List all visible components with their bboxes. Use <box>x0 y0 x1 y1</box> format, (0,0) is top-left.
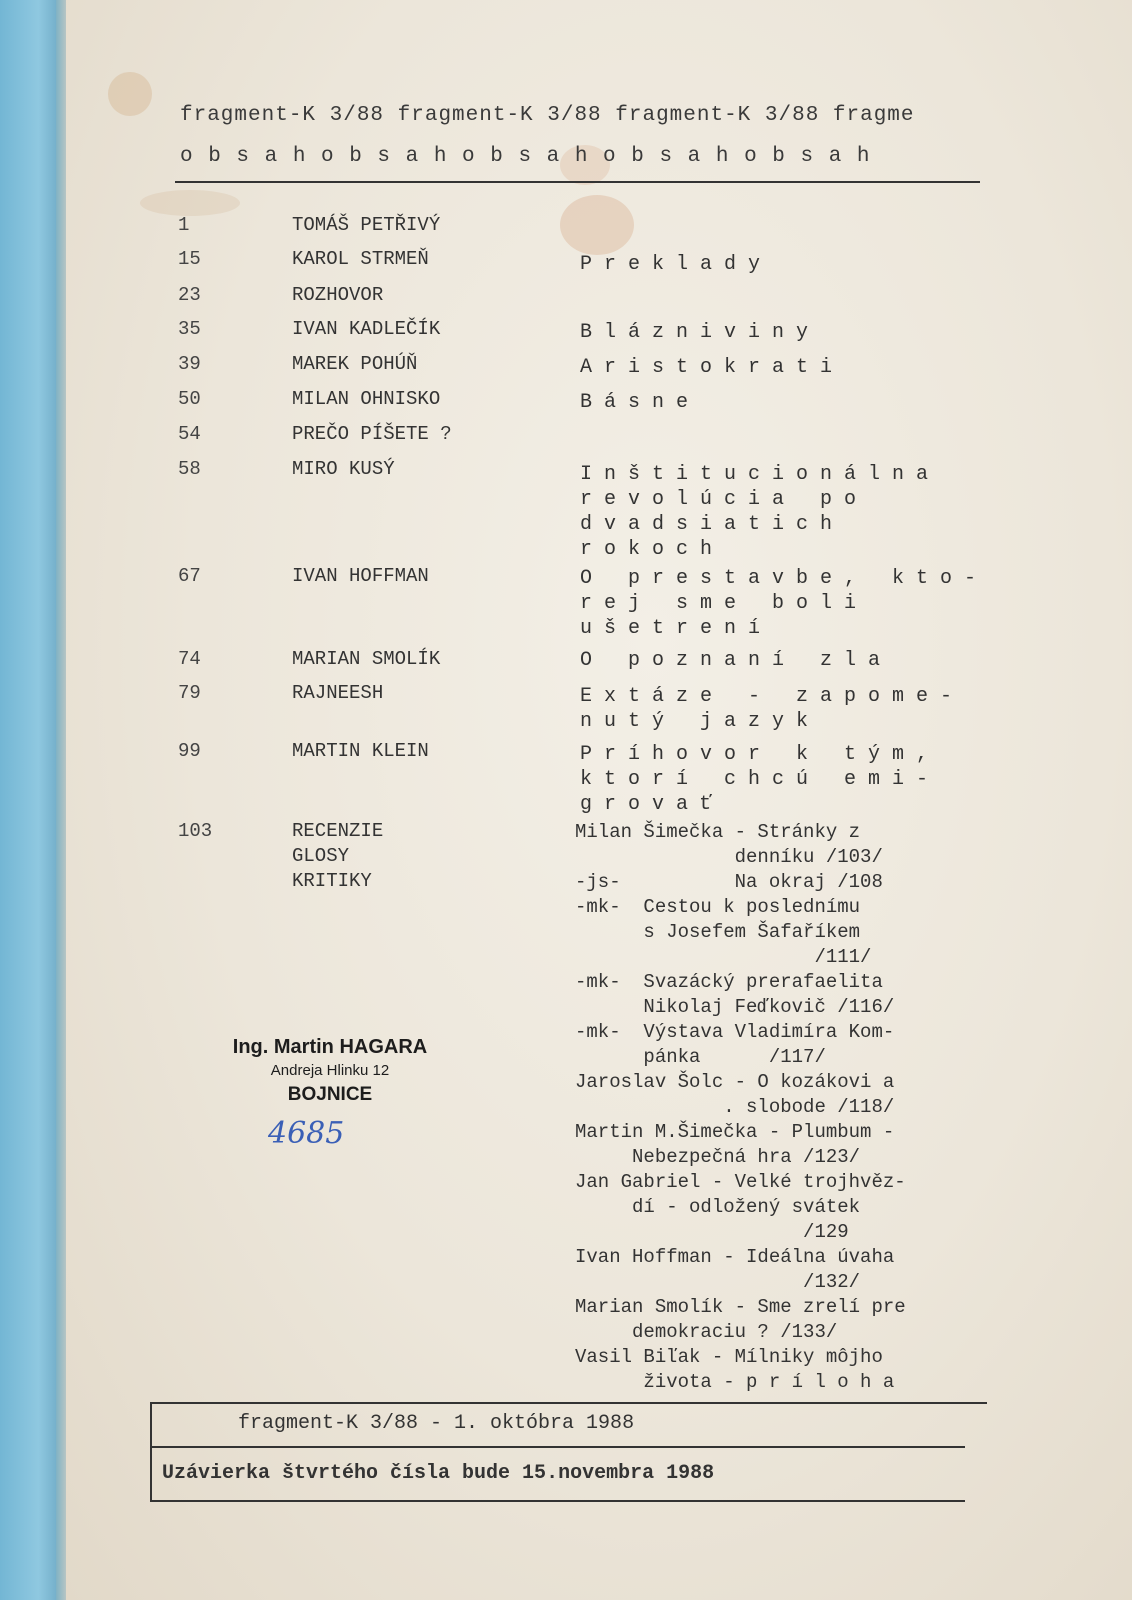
entry-page: 67 <box>178 565 201 587</box>
entry-author: PREČO PÍŠETE ? <box>292 423 452 445</box>
review-line: Ivan Hoffman - Ideálna úvaha <box>575 1246 895 1268</box>
review-line: Nebezpečná hra /123/ <box>575 1146 861 1168</box>
entry-page: 23 <box>178 284 201 306</box>
critiques-label: KRITIKY <box>292 870 372 892</box>
review-line: /129 <box>575 1221 849 1243</box>
stamp-name: Ing. Martin HAGARA <box>232 1036 428 1058</box>
review-line: Milan Šimečka - Stránky z <box>575 821 861 843</box>
handwritten-number: 4685 <box>268 1116 345 1151</box>
entry-page: 74 <box>178 648 201 670</box>
stamp-street: Andreja Hlinku 12 <box>270 1062 390 1079</box>
review-line: -mk- Výstava Vladimíra Kom- <box>575 1021 895 1043</box>
review-line: -mk- Cestou k poslednímu <box>575 896 861 918</box>
entry-title: Príhovor k tým, ktorí chcú emi- grovať <box>580 743 941 816</box>
header-contents-line: o b s a h o b s a h o b s a h o b s a h o b s a h <box>180 145 872 168</box>
review-line: -mk- Svazácký prerafaelita <box>575 971 883 993</box>
footer-bottom-rule <box>150 1500 965 1502</box>
review-line: s Josefem Šafaříkem <box>575 921 861 943</box>
blue-binding-spine <box>0 0 64 1600</box>
entry-title: Preklady <box>580 253 773 276</box>
entry-author: MIRO KUSÝ <box>292 458 395 480</box>
entry-author: IVAN KADLEČÍK <box>292 318 441 340</box>
review-line: dí - odložený svátek <box>575 1196 861 1218</box>
review-line: /111/ <box>575 946 872 968</box>
stamp-city: BOJNICE <box>287 1084 373 1105</box>
review-line: denníku /103/ <box>575 846 883 868</box>
footer-issue-line: fragment-K 3/88 - 1. októbra 1988 <box>238 1412 635 1435</box>
coffee-stain <box>108 72 152 116</box>
review-line: Jan Gabriel - Velké trojhvěz- <box>575 1171 906 1193</box>
review-line: Nikolaj Feďkovič /116/ <box>575 996 895 1018</box>
entry-title: Inštitucionálna revolúcia po dvadsiatich rokoch <box>580 463 941 561</box>
entry-page: 35 <box>178 318 201 340</box>
footer-rule <box>150 1446 965 1448</box>
review-line: života - p r í l o h a <box>575 1371 895 1393</box>
review-line: demokraciu ? /133/ <box>575 1321 838 1343</box>
entry-page: 54 <box>178 423 201 445</box>
review-line: /132/ <box>575 1271 861 1293</box>
entry-title: Aristokrati <box>580 356 845 379</box>
entry-page: 39 <box>178 353 201 375</box>
entry-page: 50 <box>178 388 201 410</box>
entry-title: Extáze - zapome- nutý jazyk <box>580 685 965 733</box>
review-line: Martin M.Šimečka - Plumbum - <box>575 1121 895 1143</box>
footer-deadline-line: Uzávierka štvrtého čísla bude 15.novembra 1988 <box>162 1462 715 1485</box>
coffee-stain <box>140 190 240 216</box>
entry-page: 79 <box>178 682 201 704</box>
entry-title: Básne <box>580 391 701 414</box>
review-line: Vasil Biľak - Mílniky môjho <box>575 1346 883 1368</box>
entry-title: Blázniviny <box>580 321 821 344</box>
entry-author: MAREK POHÚŇ <box>292 353 418 375</box>
entry-author: MARIAN SMOLÍK <box>292 648 441 670</box>
glosses-label: GLOSY <box>292 845 350 867</box>
header-fragment-line: fragment-K 3/88 fragment-K 3/88 fragment-K 3/88 fragme <box>180 104 915 127</box>
entry-author: KAROL STRMEŇ <box>292 248 429 270</box>
entry-title: O poznaní zla <box>580 649 893 672</box>
entry-page: 99 <box>178 740 201 762</box>
entry-author: TOMÁŠ PETŘIVÝ <box>292 214 441 236</box>
entry-page: 15 <box>178 248 201 270</box>
review-line: . slobode /118/ <box>575 1096 895 1118</box>
entry-author: ROZHOVOR <box>292 284 384 306</box>
entry-page: 1 <box>178 214 190 236</box>
review-line: -js- Na okraj /108 <box>575 871 883 893</box>
entry-author: MILAN OHNISKO <box>292 388 441 410</box>
review-line: Jaroslav Šolc - O kozákovi a <box>575 1071 895 1093</box>
entry-title: O prestavbe, kto- rej sme boli ušetrení <box>580 567 989 640</box>
coffee-stain <box>560 195 634 255</box>
reviews-label: RECENZIE <box>292 820 384 842</box>
entry-author: RAJNEESH <box>292 682 384 704</box>
review-line: pánka /117/ <box>575 1046 826 1068</box>
entry-page: 58 <box>178 458 201 480</box>
reviews-page: 103 <box>178 820 213 842</box>
entry-author: MARTIN KLEIN <box>292 740 429 762</box>
entry-author: IVAN HOFFMAN <box>292 565 429 587</box>
review-line: Marian Smolík - Sme zrelí pre <box>575 1296 906 1318</box>
header-rule <box>175 181 980 183</box>
